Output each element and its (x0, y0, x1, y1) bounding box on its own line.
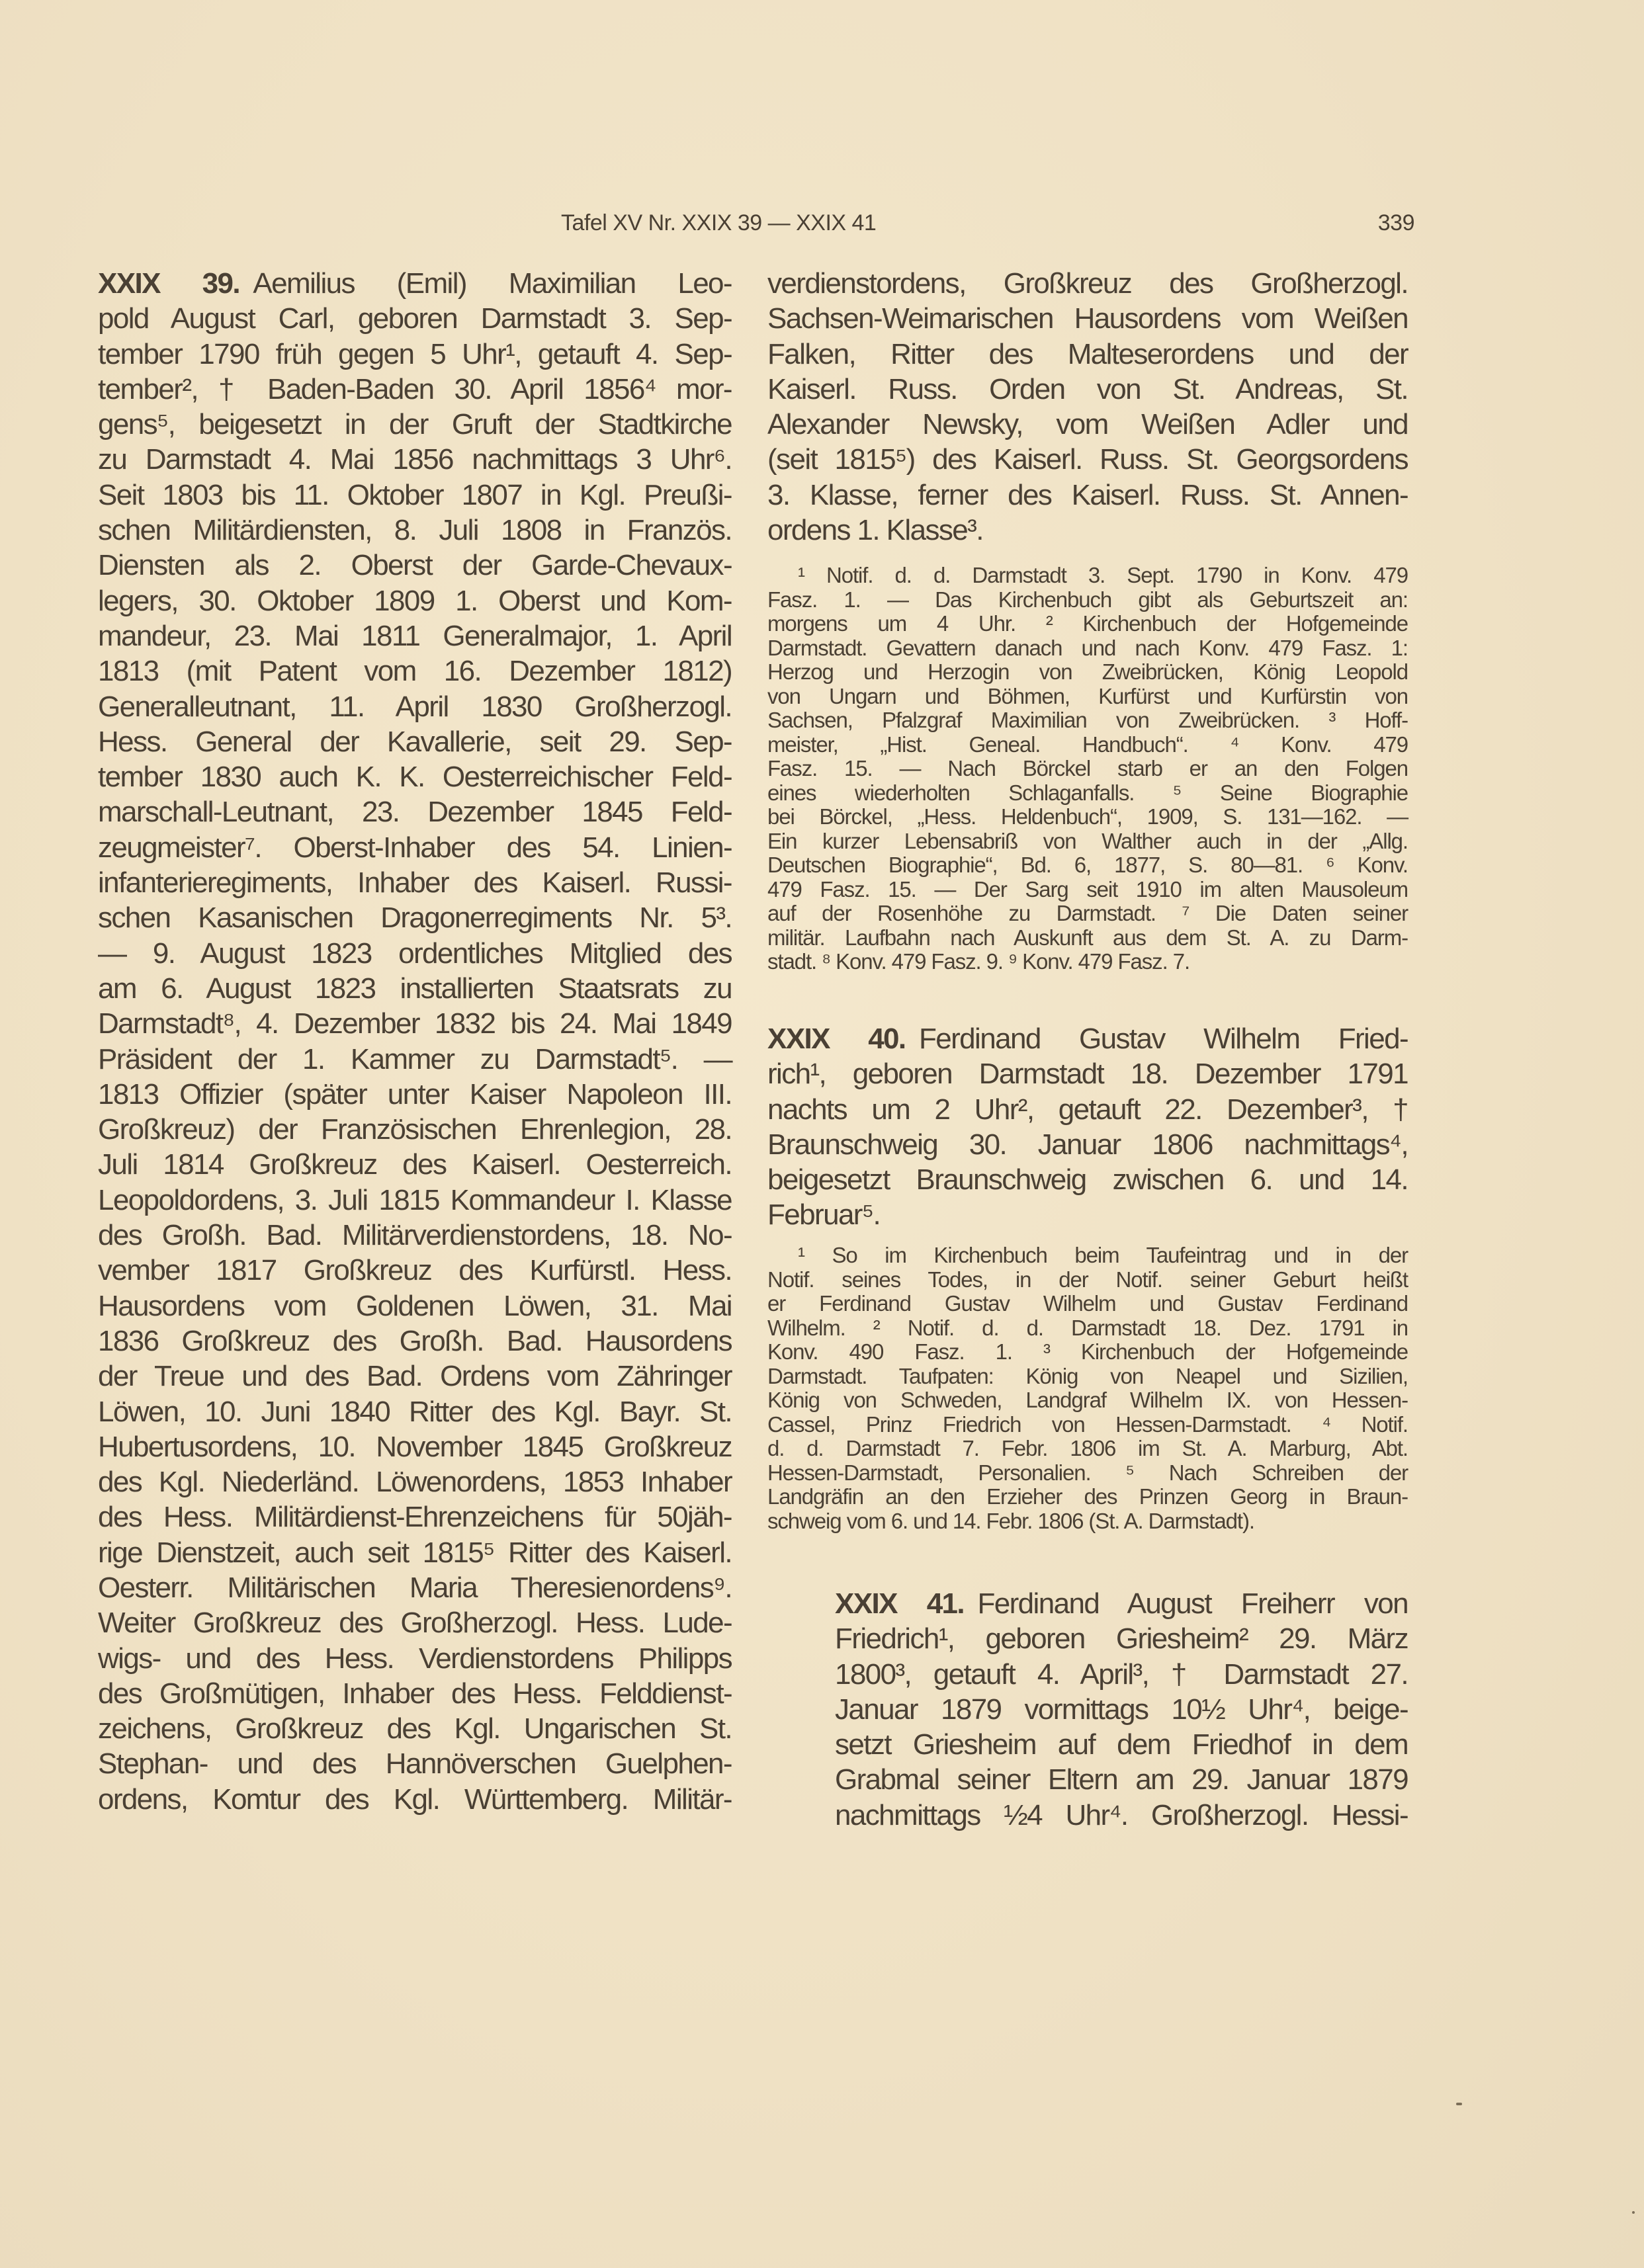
body-line: Februar⁵. (767, 1198, 881, 1232)
body-line: rige Dienstzeit, auch seit 1815⁵ Ritter des Kaiserl. (98, 1536, 732, 1569)
body-line: XXIX 39. Aemilius (Emil) Maximilian Leo- (98, 267, 732, 300)
body-line: zu Darmstadt 4. Mai 1856 nachmittags 3 Uhr⁶. (98, 443, 732, 476)
footnote-line: d. d. Darmstadt 7. Febr. 1806 im St. A. Marburg, Abt. (767, 1436, 1408, 1460)
body-line: nachts um 2 Uhr², getauft 22. Dezember³, † (767, 1093, 1408, 1126)
body-line: Friedrich¹, geboren Griesheim² 29. März (835, 1622, 1408, 1656)
body-line: rich¹, geboren Darmstadt 18. Dezember 1791 (767, 1058, 1408, 1091)
footnote-line: 479 Fasz. 15. — Der Sarg seit 1910 im alten Mausoleum (767, 876, 1408, 902)
footnote-line: militär. Laufbahn nach Auskunft aus dem St. A. zu Darm- (767, 925, 1408, 950)
footnote-line: Darmstadt. Gevattern danach und nach Konv. 479 Fasz. 1: (767, 635, 1408, 660)
footnote-line: eines wiederholten Schlaganfalls. ⁵ Seine Biographie (767, 780, 1408, 805)
entry-39-footnotes (767, 564, 1408, 974)
footnote-line: auf der Rosenhöhe zu Darmstadt. ⁷ Die Daten seiner (767, 901, 1408, 925)
footnote-line: schweig vom 6. und 14. Febr. 1806 (St. A. Darmstadt). (767, 1508, 1254, 1533)
body-line: schen Militärdiensten, 8. Juli 1808 in Französ. (98, 514, 732, 547)
footnote-line: Fasz. 15. — Nach Börckel starb er an den Folgen (767, 756, 1408, 780)
body-line: XXIX 41. Ferdinand August Freiherr von (835, 1587, 1408, 1620)
body-line: infanterieregiments, Inhaber des Kaiserl. Russi- (98, 866, 732, 900)
body-line: setzt Griesheim auf dem Friedhof in dem (835, 1728, 1408, 1761)
body-line: Oesterr. Militärischen Maria Theresienordens⁹. (98, 1571, 732, 1604)
entry-number: XXIX 41. (835, 1587, 978, 1620)
body-line: der Treue und des Bad. Ordens vom Zähringer (98, 1360, 732, 1393)
body-line: Alexander Newsky, vom Weißen Adler und (767, 408, 1408, 441)
body-line: wigs- und des Hess. Verdienstordens Philipps (98, 1642, 732, 1675)
entry-40-footnotes (767, 1243, 1408, 1533)
footnote-line: Deutschen Biographie“, Bd. 6, 1877, S. 80—81. ⁶ Konv. (767, 853, 1408, 877)
footnote-line: meister, „Hist. Geneal. Handbuch“. ⁴ Konv. 479 (767, 732, 1408, 757)
body-line: 1813 (mit Patent vom 16. Dezember 1812) (98, 655, 732, 688)
body-line: nachmittags ½4 Uhr⁴. Großherzogl. Hessi- (835, 1798, 1408, 1831)
body-line: Hausordens vom Goldenen Löwen, 31. Mai (98, 1289, 732, 1322)
entry-39-continuation (767, 266, 1408, 548)
footnote-line: König von Schweden, Landgraf Wilhelm IX. von Hessen- (767, 1388, 1408, 1412)
body-line: Hess. General der Kavallerie, seit 29. Sep- (98, 725, 732, 758)
running-head-title: Tafel XV Nr. XXIX 39 — XXIX 41 (561, 210, 877, 235)
entry-39-body (98, 266, 732, 1817)
footnote-line: Hessen-Darmstadt, Personalien. ⁵ Nach Schreiben der (767, 1460, 1408, 1485)
footnote-line: ¹ Notif. d. d. Darmstadt 3. Sept. 1790 in Konv. 479 (798, 563, 1408, 587)
body-line: Seit 1803 bis 11. Oktober 1807 in Kgl. Preußi- (98, 478, 732, 511)
body-line: Löwen, 10. Juni 1840 Ritter des Kgl. Bayr. St. (98, 1395, 732, 1428)
page-number: 339 (1377, 210, 1414, 235)
body-line: des Großmütigen, Inhaber des Hess. Felddienst- (98, 1677, 732, 1710)
body-line: Kaiserl. Russ. Orden von St. Andreas, St. (767, 372, 1408, 405)
body-line: marschall-Leutnant, 23. Dezember 1845 Feld- (98, 796, 732, 829)
body-line: Stephan- und des Hannöverschen Guelphen- (98, 1747, 732, 1781)
body-line: vember 1817 Großkreuz des Kurfürstl. Hess. (98, 1254, 732, 1287)
body-line: des Großh. Bad. Militärverdienstordens, 18. No- (98, 1219, 732, 1252)
body-line: Diensten als 2. Oberst der Garde-Chevaux- (98, 549, 732, 582)
body-line: zeichens, Großkreuz des Kgl. Ungarischen St. (98, 1712, 732, 1745)
footnote-line: Herzog und Herzogin von Zweibrücken, König Leopold (767, 659, 1408, 684)
body-line: Weiter Großkreuz des Großherzogl. Hess. Lude- (98, 1607, 732, 1640)
body-line: ordens, Komtur des Kgl. Württemberg. Militär- (98, 1783, 732, 1816)
footnote-line: Landgräfin an den Erzieher des Prinzen Georg in Braun- (767, 1484, 1408, 1509)
body-line: Braunschweig 30. Januar 1806 nachmittags⁴, (767, 1128, 1408, 1161)
body-line: ordens 1. Klasse³. (767, 514, 983, 547)
body-line: am 6. August 1823 installierten Staatsrats zu (98, 972, 732, 1005)
body-line: Grabmal seiner Eltern am 29. Januar 1879 (835, 1763, 1408, 1796)
footnote-line: stadt. ⁸ Konv. 479 Fasz. 9. ⁹ Konv. 479 Fasz. 7. (767, 949, 1190, 974)
footnote-line: Cassel, Prinz Friedrich von Hessen-Darmstadt. ⁴ Notif. (767, 1411, 1408, 1437)
body-line: Falken, Ritter des Malteserordens und der (767, 337, 1408, 370)
footnote-line: ¹ So im Kirchenbuch beim Taufeintrag und in der (798, 1243, 1408, 1267)
footnote-line: Fasz. 1. — Das Kirchenbuch gibt als Geburtszeit an: (767, 587, 1408, 612)
entry-number: XXIX 39. (98, 267, 253, 300)
footnote-line: Darmstadt. Taufpaten: König von Neapel und Sizilien, (767, 1363, 1408, 1388)
entry-number: XXIX 40. (767, 1023, 919, 1055)
footnote-line: Notif. seines Todes, in der Notif. seiner Geburt heißt (767, 1267, 1408, 1292)
body-line: Präsident der 1. Kammer zu Darmstadt⁵. — (98, 1042, 732, 1075)
body-line: XXIX 40. Ferdinand Gustav Wilhelm Fried- (767, 1023, 1408, 1055)
body-line: (seit 1815⁵) des Kaiserl. Russ. St. Georgsordens (767, 443, 1408, 476)
footnote-line: Wilhelm. ² Notif. d. d. Darmstadt 18. Dez. 1791 in (767, 1315, 1408, 1340)
body-line: verdienstordens, Großkreuz des Großherzogl. (767, 267, 1408, 300)
body-line: 3. Klasse, ferner des Kaiserl. Russ. St. Annen- (767, 478, 1408, 511)
body-line: 1813 Offizier (später unter Kaiser Napoleon III. (98, 1077, 732, 1111)
body-line: legers, 30. Oktober 1809 1. Oberst und Kom- (98, 584, 732, 617)
body-line: schen Kasanischen Dragonerregiments Nr. 5³. (98, 902, 732, 935)
body-line: tember², † Baden-Baden 30. April 1856⁴ mor- (98, 372, 732, 405)
footnote-line: Konv. 490 Fasz. 1. ³ Kirchenbuch der Hofgemeinde (767, 1339, 1408, 1364)
footnote-line: Sachsen, Pfalzgraf Maximilian von Zweibrücken. ³ Hoff- (767, 708, 1408, 732)
body-line: tember 1790 früh gegen 5 Uhr¹, getauft 4. Sep- (98, 337, 732, 370)
entry-40 (767, 1021, 1408, 1233)
body-line: des Kgl. Niederländ. Löwenordens, 1853 Inhaber (98, 1466, 732, 1499)
footnote-line: er Ferdinand Gustav Wilhelm und Gustav Ferdinand (767, 1291, 1408, 1316)
body-line: — 9. August 1823 ordentliches Mitglied des (98, 937, 732, 970)
body-line: Leopoldordens, 3. Juli 1815 Kommandeur I. Klasse (98, 1183, 732, 1216)
body-line: Juli 1814 Großkreuz des Kaiserl. Oesterreich. (98, 1148, 732, 1181)
body-line: Hubertusordens, 10. November 1845 Großkreuz (98, 1430, 732, 1463)
footnote-line: von Ungarn und Böhmen, Kurfürst und Kurfürstin von (767, 683, 1408, 708)
body-line: Großkreuz) der Französischen Ehrenlegion, 28. (98, 1113, 732, 1146)
body-line: Generalleutnant, 11. April 1830 Großherzogl. (98, 690, 732, 723)
body-line: tember 1830 auch K. K. Oesterreichischer Feld- (98, 761, 732, 794)
running-head (561, 210, 1414, 236)
body-line: mandeur, 23. Mai 1811 Generalmajor, 1. April (98, 619, 732, 652)
body-line: gens⁵, beigesetzt in der Gruft der Stadtkirche (98, 408, 732, 441)
footnote-line: bei Börckel, „Hess. Heldenbuch“, 1909, S. 131—162. — (767, 804, 1408, 829)
body-line: Darmstadt⁸, 4. Dezember 1832 bis 24. Mai 1849 (98, 1007, 732, 1040)
left-column (98, 266, 732, 1817)
entry-41 (835, 1586, 1408, 1833)
body-line: Sachsen-Weimarischen Hausordens vom Weißen (767, 302, 1408, 335)
footnote-line: morgens um 4 Uhr. ² Kirchenbuch der Hofgemeinde (767, 611, 1408, 636)
body-line: 1800³, getauft 4. April³, † Darmstadt 27. (835, 1658, 1408, 1691)
body-line: zeugmeister⁷. Oberst-Inhaber des 54. Linien- (98, 831, 732, 864)
body-line: 1836 Großkreuz des Großh. Bad. Hausordens (98, 1324, 732, 1357)
body-line: Januar 1879 vormittags 10½ Uhr⁴, beige- (835, 1693, 1408, 1726)
right-column (767, 266, 1408, 548)
body-line: beigesetzt Braunschweig zwischen 6. und 14. (767, 1163, 1408, 1197)
paper-speck (1456, 2103, 1462, 2105)
footnote-line: Ein kurzer Lebensabriß von Walther auch in der „Allg. (767, 828, 1408, 853)
body-line: pold August Carl, geboren Darmstadt 3. Sep- (98, 302, 732, 335)
paper-speck (1632, 2211, 1635, 2214)
body-line: des Hess. Militärdienst-Ehrenzeichens für 50jäh- (98, 1501, 732, 1534)
